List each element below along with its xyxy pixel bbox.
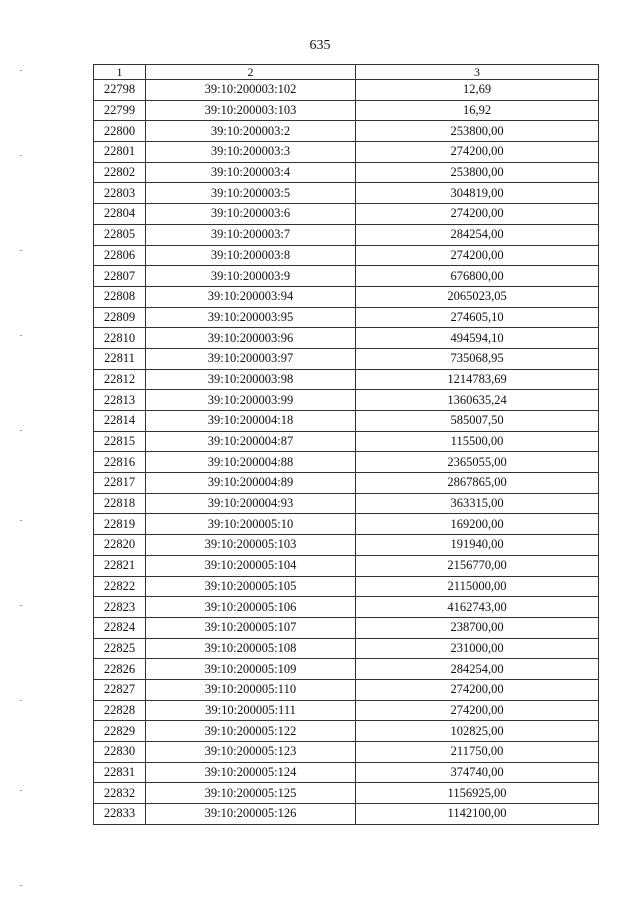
value-cell: 2115000,00: [356, 576, 599, 597]
cadastral-number-cell: 39:10:200005:125: [146, 783, 356, 804]
row-number-cell: 22815: [94, 431, 146, 452]
row-number-cell: 22809: [94, 307, 146, 328]
row-number-cell: 22808: [94, 286, 146, 307]
value-cell: 115500,00: [356, 431, 599, 452]
value-cell: 231000,00: [356, 638, 599, 659]
row-number-cell: 22800: [94, 121, 146, 142]
value-cell: 363315,00: [356, 493, 599, 514]
row-number-cell: 22830: [94, 742, 146, 763]
cadastral-number-cell: 39:10:200003:96: [146, 328, 356, 349]
value-cell: 2156770,00: [356, 555, 599, 576]
table-row: [94, 762, 599, 783]
value-cell: 12,69: [356, 80, 599, 101]
table-row: [94, 742, 599, 763]
value-cell: 274200,00: [356, 679, 599, 700]
table-row: [94, 390, 599, 411]
value-cell: 253800,00: [356, 162, 599, 183]
page-number: 635: [309, 38, 331, 53]
row-number-cell: 22829: [94, 721, 146, 742]
row-number-cell: 22805: [94, 224, 146, 245]
cadastral-number-cell: 39:10:200003:4: [146, 162, 356, 183]
table-row: [94, 431, 599, 452]
row-number-cell: 22813: [94, 390, 146, 411]
table-row: [94, 597, 599, 618]
value-cell: 211750,00: [356, 742, 599, 763]
row-number-cell: 22827: [94, 679, 146, 700]
value-cell: 304819,00: [356, 183, 599, 204]
table-row: [94, 679, 599, 700]
scan-mark: [20, 335, 22, 336]
table-row: [94, 576, 599, 597]
value-cell: 735068,95: [356, 348, 599, 369]
value-cell: 102825,00: [356, 721, 599, 742]
cadastral-number-cell: 39:10:200004:87: [146, 431, 356, 452]
value-cell: 4162743,00: [356, 597, 599, 618]
value-cell: 676800,00: [356, 266, 599, 287]
table-row: [94, 328, 599, 349]
row-number-cell: 22819: [94, 514, 146, 535]
value-cell: 1214783,69: [356, 369, 599, 390]
scan-mark: [20, 70, 22, 71]
table-row: [94, 183, 599, 204]
table-row: [94, 100, 599, 121]
cadastral-number-cell: 39:10:200005:126: [146, 804, 356, 825]
row-number-cell: 22831: [94, 762, 146, 783]
value-cell: 238700,00: [356, 617, 599, 638]
table-row: [94, 307, 599, 328]
scan-mark: [20, 700, 22, 701]
cadastral-number-cell: 39:10:200005:103: [146, 535, 356, 556]
scan-mark: [20, 520, 22, 521]
row-number-cell: 22821: [94, 555, 146, 576]
scan-mark: [20, 790, 22, 791]
table-row: [94, 224, 599, 245]
value-cell: 374740,00: [356, 762, 599, 783]
cadastral-number-cell: 39:10:200003:95: [146, 307, 356, 328]
row-number-cell: 22798: [94, 80, 146, 101]
value-cell: 274200,00: [356, 204, 599, 225]
value-cell: 191940,00: [356, 535, 599, 556]
row-number-cell: 22832: [94, 783, 146, 804]
cadastral-number-cell: 39:10:200003:103: [146, 100, 356, 121]
cadastral-number-cell: 39:10:200005:108: [146, 638, 356, 659]
table-row: [94, 348, 599, 369]
cadastral-number-cell: 39:10:200005:124: [146, 762, 356, 783]
scan-mark: [20, 250, 22, 251]
table-row: [94, 80, 599, 101]
row-number-cell: 22803: [94, 183, 146, 204]
table-row: [94, 286, 599, 307]
row-number-cell: 22811: [94, 348, 146, 369]
table-row: [94, 473, 599, 494]
value-cell: 169200,00: [356, 514, 599, 535]
cadastral-number-cell: 39:10:200005:110: [146, 679, 356, 700]
cadastral-number-cell: 39:10:200004:93: [146, 493, 356, 514]
value-cell: 1142100,00: [356, 804, 599, 825]
cadastral-number-cell: 39:10:200003:7: [146, 224, 356, 245]
cadastral-number-cell: 39:10:200003:5: [146, 183, 356, 204]
row-number-cell: 22823: [94, 597, 146, 618]
cadastral-number-cell: 39:10:200003:98: [146, 369, 356, 390]
scan-mark: [20, 885, 22, 886]
row-number-cell: 22816: [94, 452, 146, 473]
table-row: [94, 266, 599, 287]
cadastral-number-cell: 39:10:200003:8: [146, 245, 356, 266]
value-cell: 494594,10: [356, 328, 599, 349]
cadastral-number-cell: 39:10:200003:97: [146, 348, 356, 369]
cadastral-number-cell: 39:10:200003:102: [146, 80, 356, 101]
row-number-cell: 22801: [94, 142, 146, 163]
value-cell: 585007,50: [356, 411, 599, 432]
value-cell: 274200,00: [356, 245, 599, 266]
table-row: [94, 638, 599, 659]
table-row: [94, 555, 599, 576]
table-row: [94, 659, 599, 680]
cadastral-value-table: [93, 64, 599, 825]
row-number-cell: 22802: [94, 162, 146, 183]
cadastral-number-cell: 39:10:200003:99: [146, 390, 356, 411]
table-row: [94, 535, 599, 556]
table-row: [94, 204, 599, 225]
row-number-cell: 22818: [94, 493, 146, 514]
value-cell: 2365055,00: [356, 452, 599, 473]
value-cell: 2065023,05: [356, 286, 599, 307]
scan-mark: [20, 605, 22, 606]
row-number-cell: 22824: [94, 617, 146, 638]
cadastral-number-cell: 39:10:200005:111: [146, 700, 356, 721]
table-row: [94, 721, 599, 742]
table-row: [94, 121, 599, 142]
table-row: [94, 783, 599, 804]
row-number-cell: 22812: [94, 369, 146, 390]
value-cell: 274200,00: [356, 700, 599, 721]
table-row: [94, 411, 599, 432]
table-row: [94, 245, 599, 266]
cadastral-number-cell: 39:10:200003:94: [146, 286, 356, 307]
scan-mark: [20, 155, 22, 156]
value-cell: 274605,10: [356, 307, 599, 328]
cadastral-number-cell: 39:10:200003:3: [146, 142, 356, 163]
row-number-cell: 22826: [94, 659, 146, 680]
table-row: [94, 493, 599, 514]
cadastral-number-cell: 39:10:200005:122: [146, 721, 356, 742]
row-number-cell: 22806: [94, 245, 146, 266]
table-row: [94, 514, 599, 535]
table-row: [94, 162, 599, 183]
cadastral-number-cell: 39:10:200005:109: [146, 659, 356, 680]
value-cell: 1360635,24: [356, 390, 599, 411]
cadastral-number-cell: 39:10:200003:6: [146, 204, 356, 225]
row-number-cell: 22817: [94, 473, 146, 494]
row-number-cell: 22833: [94, 804, 146, 825]
row-number-cell: 22820: [94, 535, 146, 556]
table-row: [94, 617, 599, 638]
table-row: [94, 804, 599, 825]
cadastral-number-cell: 39:10:200003:9: [146, 266, 356, 287]
value-cell: 2867865,00: [356, 473, 599, 494]
row-number-cell: 22804: [94, 204, 146, 225]
value-cell: 1156925,00: [356, 783, 599, 804]
row-number-cell: 22807: [94, 266, 146, 287]
value-cell: 274200,00: [356, 142, 599, 163]
cadastral-number-cell: 39:10:200005:10: [146, 514, 356, 535]
row-number-cell: 22814: [94, 411, 146, 432]
table-row: [94, 142, 599, 163]
value-cell: 16,92: [356, 100, 599, 121]
column-header-2: 2: [146, 65, 356, 80]
value-cell: 253800,00: [356, 121, 599, 142]
row-number-cell: 22799: [94, 100, 146, 121]
cadastral-number-cell: 39:10:200005:107: [146, 617, 356, 638]
cadastral-number-cell: 39:10:200004:88: [146, 452, 356, 473]
row-number-cell: 22828: [94, 700, 146, 721]
value-cell: 284254,00: [356, 659, 599, 680]
cadastral-number-cell: 39:10:200004:89: [146, 473, 356, 494]
cadastral-number-cell: 39:10:200005:123: [146, 742, 356, 763]
table-row: [94, 452, 599, 473]
cadastral-number-cell: 39:10:200003:2: [146, 121, 356, 142]
cadastral-number-cell: 39:10:200004:18: [146, 411, 356, 432]
cadastral-number-cell: 39:10:200005:105: [146, 576, 356, 597]
cadastral-number-cell: 39:10:200005:104: [146, 555, 356, 576]
column-header-3: 3: [356, 65, 599, 80]
table-header-row: [94, 65, 599, 80]
scan-mark: [20, 430, 22, 431]
value-cell: 284254,00: [356, 224, 599, 245]
table-row: [94, 369, 599, 390]
cadastral-number-cell: 39:10:200005:106: [146, 597, 356, 618]
column-header-1: 1: [94, 65, 146, 80]
row-number-cell: 22822: [94, 576, 146, 597]
table-row: [94, 700, 599, 721]
row-number-cell: 22825: [94, 638, 146, 659]
row-number-cell: 22810: [94, 328, 146, 349]
